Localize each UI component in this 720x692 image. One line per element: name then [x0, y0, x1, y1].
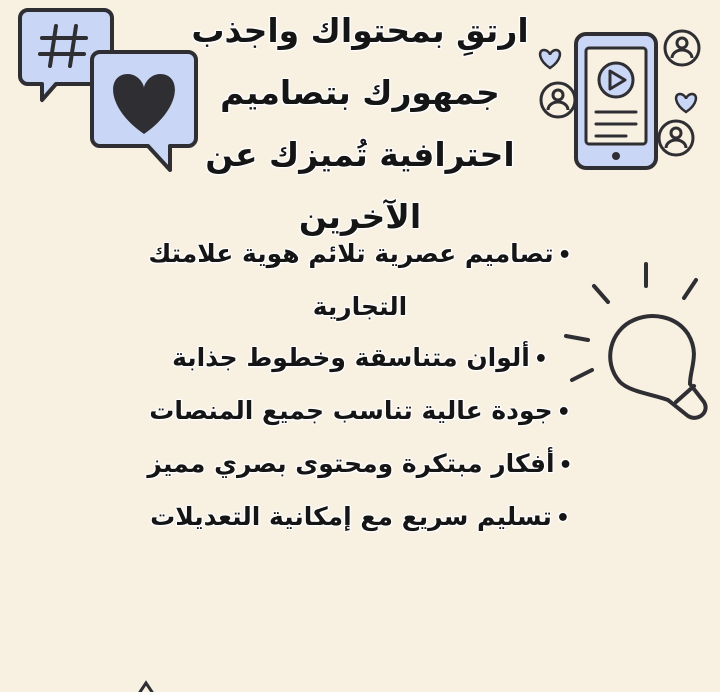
lightbulb-icon: [566, 264, 706, 418]
feature-text: جودة عالية تناسب جميع المنصات: [149, 396, 553, 425]
bullet-icon: •: [533, 347, 548, 372]
corner-mark: [134, 680, 158, 692]
feature-item: [140, 332, 580, 385]
user-icon: [659, 121, 693, 155]
feature-list: [140, 228, 580, 544]
feature-item: [140, 438, 580, 491]
feature-item: [140, 228, 580, 332]
user-icon: [665, 31, 699, 65]
headline-line: جمهورك بتصاميم: [220, 73, 500, 112]
feature-text: تصاميم عصرية تلائم هوية علامتك التجارية: [148, 239, 554, 321]
bullet-icon: •: [556, 400, 571, 425]
bullet-icon: •: [555, 506, 570, 531]
feature-text: تسليم سريع مع إمكانية التعديلات: [150, 502, 552, 531]
phone-play-icon: [576, 34, 656, 168]
feature-text: أفكار مبتكرة ومحتوى بصري مميز: [147, 449, 555, 478]
feature-item: [140, 385, 580, 438]
headline-line: الآخرين: [298, 197, 422, 236]
feature-item: [140, 491, 580, 544]
bullet-icon: •: [558, 453, 573, 478]
headline: [150, 0, 570, 248]
heart-icon: [676, 94, 696, 112]
bullet-icon: •: [557, 243, 572, 268]
headline-line: ارتقِ بمحتواك واجذب: [191, 11, 529, 50]
feature-text: ألوان متناسقة وخطوط جذابة: [172, 343, 530, 372]
headline-line: احترافية تُميزك عن: [205, 135, 515, 174]
lightbulb-illustration: [560, 258, 720, 428]
